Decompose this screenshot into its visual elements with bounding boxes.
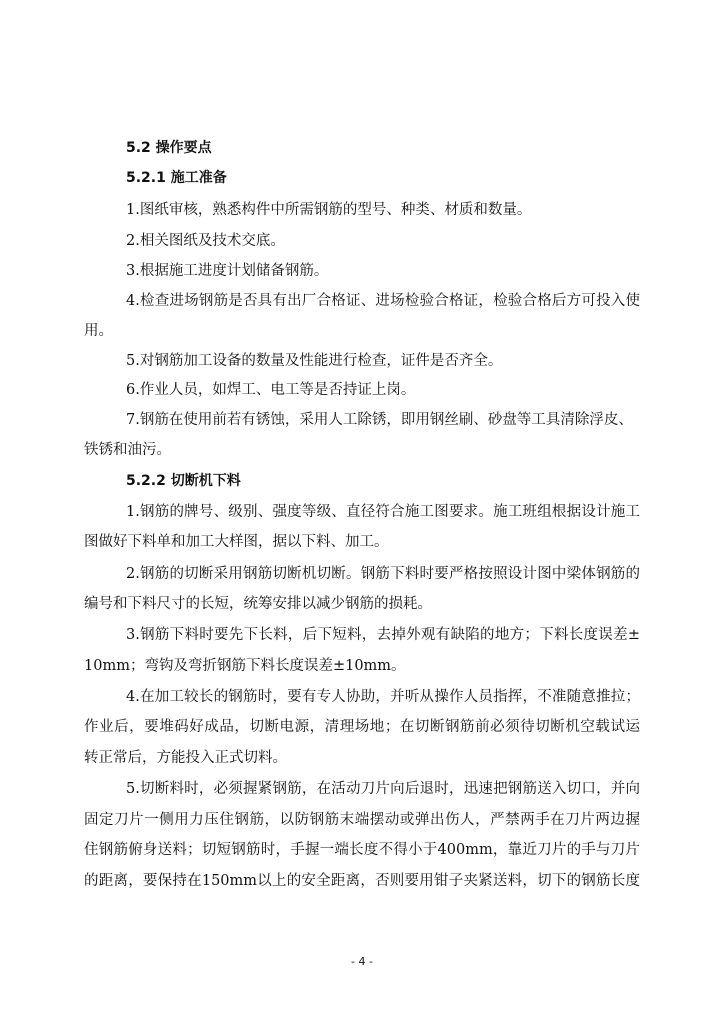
cutting-item-3-cont: 10mm；弯钩及弯折钢筋下料长度误差±10mm。 bbox=[84, 658, 406, 674]
cutting-item-5-cont-3: 的距离，要保持在150mm以上的安全距离，否则要用钳子夹紧送料，切下的钢筋长度 bbox=[84, 873, 640, 889]
prep-item-7: 7.钢筋在使用前若有锈蚀，采用人工除锈，即用钢丝刷、砂盘等工具清除浮皮、 bbox=[126, 412, 633, 428]
prep-item-5: 5.对钢筋加工设备的数量及性能进行检查，证件是否齐全。 bbox=[126, 353, 503, 369]
prep-item-2: 2.相关图纸及技术交底。 bbox=[126, 233, 285, 249]
prep-item-1: 1.图纸审核，熟悉构件中所需钢筋的型号、种类、材质和数量。 bbox=[126, 202, 532, 218]
cutting-item-1-cont: 图做好下料单和加工大样图，据以下料、加工。 bbox=[84, 534, 389, 550]
prep-item-3: 3.根据施工进度计划储备钢筋。 bbox=[126, 263, 329, 279]
subsection-heading-prep: 5.2.1 施工准备 bbox=[126, 170, 227, 186]
cutting-item-2: 2.钢筋的切断采用钢筋切断机切断。钢筋下料时要严格按照设计图中梁体钢筋的 bbox=[126, 566, 640, 582]
cutting-item-4-cont-2: 转正常后，方能投入正式切料。 bbox=[84, 750, 287, 766]
prep-item-4: 4.检查进场钢筋是否具有出厂合格证、进场检验合格证，检验合格后方可投入使 bbox=[126, 293, 640, 309]
cutting-item-5-cont-2: 住钢筋俯身送料；切短钢筋时，手握一端长度不得小于400mm，靠近刀片的手与刀片 bbox=[84, 842, 640, 858]
prep-item-7-cont: 铁锈和油污。 bbox=[84, 442, 171, 458]
section-heading: 5.2 操作要点 bbox=[126, 140, 212, 156]
prep-item-4-cont: 用。 bbox=[84, 323, 113, 339]
cutting-item-5: 5.切断料时，必须握紧钢筋，在活动刀片向后退时，迅速把钢筋送入切口，并向 bbox=[126, 781, 640, 797]
cutting-item-3: 3.钢筋下料时要先下长料，后下短料，去掉外观有缺陷的地方；下料长度误差± bbox=[126, 627, 640, 643]
cutting-item-5-cont-1: 固定刀片一侧用力压住钢筋，以防钢筋末端摆动或弹出伤人，严禁两手在刀片两边握 bbox=[84, 812, 640, 828]
prep-item-6: 6.作业人员，如焊工、电工等是否持证上岗。 bbox=[126, 382, 416, 398]
cutting-item-4: 4.在加工较长的钢筋时，要有专人协助，并听从操作人员指挥，不准随意推拉； bbox=[126, 689, 640, 705]
cutting-item-1: 1.钢筋的牌号、级别、强度等级、直径符合施工图要求。施工班组根据设计施工 bbox=[126, 504, 640, 520]
subsection-heading-cutting: 5.2.2 切断机下料 bbox=[126, 473, 241, 489]
page-number: - 4 - bbox=[351, 955, 373, 968]
cutting-item-2-cont: 编号和下料尺寸的长短，统筹安排以减少钢筋的损耗。 bbox=[84, 596, 432, 612]
cutting-item-4-cont-1: 作业后，要堆码好成品，切断电源，清理场地；在切断钢筋前必须待切断机空载试运 bbox=[84, 719, 640, 735]
